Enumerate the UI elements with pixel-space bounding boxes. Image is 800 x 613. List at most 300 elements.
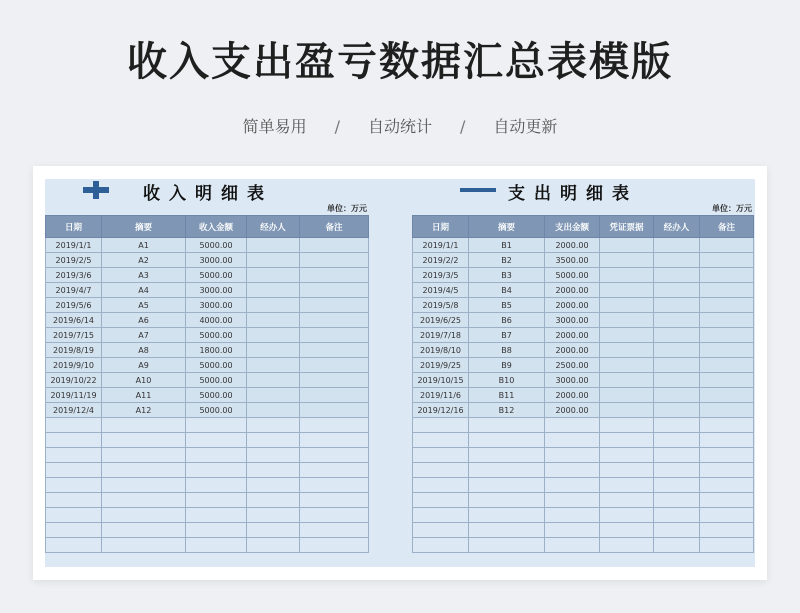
table-cell[interactable]: 2019/10/15	[413, 373, 469, 388]
empty-row	[46, 538, 369, 553]
table-cell[interactable]	[46, 448, 102, 463]
table-cell[interactable]	[46, 538, 102, 553]
table-cell[interactable]	[469, 538, 545, 553]
table-cell[interactable]	[654, 523, 700, 538]
table-cell[interactable]	[186, 433, 247, 448]
table-row	[46, 298, 369, 313]
table-cell[interactable]	[600, 538, 654, 553]
table-cell[interactable]	[654, 358, 700, 373]
table-cell[interactable]	[247, 523, 300, 538]
table-cell[interactable]: 3500.00	[545, 253, 600, 268]
expense-title: 支出明细表	[508, 184, 638, 204]
table-cell[interactable]	[600, 493, 654, 508]
table-cell[interactable]	[600, 478, 654, 493]
table-cell[interactable]	[654, 493, 700, 508]
table-cell[interactable]	[247, 538, 300, 553]
table-cell[interactable]	[545, 463, 600, 478]
table-cell[interactable]	[46, 418, 102, 433]
table-cell[interactable]	[654, 508, 700, 523]
expense-unit: 单位：万元	[712, 204, 752, 213]
table-cell[interactable]	[600, 403, 654, 418]
table-cell[interactable]: A11	[102, 388, 186, 403]
table-cell[interactable]	[186, 448, 247, 463]
income-table	[45, 215, 369, 553]
table-row	[46, 328, 369, 343]
table-cell[interactable]	[600, 433, 654, 448]
table-cell[interactable]	[300, 523, 369, 538]
table-row	[413, 268, 754, 283]
table-cell[interactable]: 2019/5/8	[413, 298, 469, 313]
table-cell[interactable]: A2	[102, 253, 186, 268]
table-cell[interactable]: B2	[469, 253, 545, 268]
table-cell[interactable]	[469, 463, 545, 478]
table-cell[interactable]	[600, 283, 654, 298]
tag-separator: /	[460, 117, 466, 136]
table-row	[413, 328, 754, 343]
table-cell[interactable]	[102, 418, 186, 433]
table-cell[interactable]	[102, 523, 186, 538]
table-cell[interactable]: A3	[102, 268, 186, 283]
table-cell[interactable]	[46, 508, 102, 523]
table-cell[interactable]	[247, 508, 300, 523]
expense-panel	[412, 179, 754, 553]
table-cell[interactable]	[413, 538, 469, 553]
table-cell[interactable]	[46, 478, 102, 493]
table-cell[interactable]: B7	[469, 328, 545, 343]
table-cell[interactable]	[469, 478, 545, 493]
table-cell[interactable]: 2000.00	[545, 298, 600, 313]
table-cell[interactable]: 2019/8/10	[413, 343, 469, 358]
table-cell[interactable]: 2019/9/10	[46, 358, 102, 373]
table-row	[46, 283, 369, 298]
column-header[interactable]: 摘要	[102, 216, 186, 238]
table-cell[interactable]	[654, 388, 700, 403]
table-cell[interactable]: 2019/6/14	[46, 313, 102, 328]
table-cell[interactable]: 2000.00	[545, 283, 600, 298]
table-cell[interactable]: 2019/10/22	[46, 373, 102, 388]
table-cell[interactable]	[247, 313, 300, 328]
expense-header	[412, 179, 754, 215]
table-cell[interactable]	[102, 433, 186, 448]
table-cell[interactable]	[469, 508, 545, 523]
table-cell[interactable]	[102, 448, 186, 463]
table-cell[interactable]: 2019/7/15	[46, 328, 102, 343]
table-cell[interactable]	[300, 313, 369, 328]
table-row	[46, 358, 369, 373]
table-row	[413, 283, 754, 298]
empty-row	[413, 433, 754, 448]
table-cell[interactable]	[247, 298, 300, 313]
table-cell[interactable]: 2000.00	[545, 238, 600, 253]
table-cell[interactable]	[545, 418, 600, 433]
table-cell[interactable]	[700, 463, 754, 478]
table-row	[46, 388, 369, 403]
table-cell[interactable]	[300, 328, 369, 343]
table-cell[interactable]	[700, 388, 754, 403]
table-cell[interactable]	[186, 478, 247, 493]
table-cell[interactable]	[186, 523, 247, 538]
table-cell[interactable]	[700, 373, 754, 388]
column-header[interactable]: 支出金额	[545, 216, 600, 238]
table-cell[interactable]	[102, 493, 186, 508]
column-header[interactable]: 日期	[413, 216, 469, 238]
table-cell[interactable]	[600, 298, 654, 313]
table-cell[interactable]	[600, 343, 654, 358]
table-cell[interactable]	[413, 493, 469, 508]
table-cell[interactable]	[700, 523, 754, 538]
table-row	[46, 313, 369, 328]
table-row	[46, 238, 369, 253]
table-cell[interactable]: B4	[469, 283, 545, 298]
table-cell[interactable]: 2019/2/2	[413, 253, 469, 268]
table-cell[interactable]: 5000.00	[186, 373, 247, 388]
table-cell[interactable]	[247, 253, 300, 268]
table-cell[interactable]: 3000.00	[545, 373, 600, 388]
table-cell[interactable]: 3000.00	[186, 253, 247, 268]
column-header[interactable]: 经办人	[247, 216, 300, 238]
table-cell[interactable]: 3000.00	[545, 313, 600, 328]
table-cell[interactable]	[600, 448, 654, 463]
table-cell[interactable]	[413, 433, 469, 448]
table-cell[interactable]	[46, 463, 102, 478]
table-cell[interactable]: 5000.00	[186, 388, 247, 403]
income-panel	[45, 179, 369, 553]
table-cell[interactable]: A7	[102, 328, 186, 343]
table-cell[interactable]: B9	[469, 358, 545, 373]
table-cell[interactable]	[700, 448, 754, 463]
empty-row	[46, 493, 369, 508]
table-cell[interactable]: A1	[102, 238, 186, 253]
column-header[interactable]: 凭证票据	[600, 216, 654, 238]
plus-icon	[83, 181, 109, 199]
table-cell[interactable]	[300, 283, 369, 298]
table-cell[interactable]	[700, 328, 754, 343]
table-cell[interactable]	[654, 328, 700, 343]
table-cell[interactable]	[469, 433, 545, 448]
table-cell[interactable]: 3000.00	[186, 298, 247, 313]
table-cell[interactable]: B1	[469, 238, 545, 253]
table-cell[interactable]: B10	[469, 373, 545, 388]
table-cell[interactable]	[654, 433, 700, 448]
table-cell[interactable]	[300, 478, 369, 493]
table-cell[interactable]	[300, 343, 369, 358]
table-cell[interactable]	[654, 448, 700, 463]
table-cell[interactable]	[700, 268, 754, 283]
table-cell[interactable]	[654, 298, 700, 313]
table-row	[46, 253, 369, 268]
table-cell[interactable]	[247, 493, 300, 508]
table-cell[interactable]	[600, 418, 654, 433]
table-cell[interactable]	[654, 343, 700, 358]
table-cell[interactable]	[247, 463, 300, 478]
table-cell[interactable]	[654, 253, 700, 268]
income-header	[45, 179, 369, 215]
table-cell[interactable]	[247, 403, 300, 418]
table-cell[interactable]: 2000.00	[545, 403, 600, 418]
table-cell[interactable]	[600, 313, 654, 328]
spreadsheet-area	[45, 179, 755, 567]
table-cell[interactable]: A9	[102, 358, 186, 373]
feature-tag: 自动更新	[493, 117, 558, 136]
table-cell[interactable]: 5000.00	[186, 268, 247, 283]
table-cell[interactable]	[300, 238, 369, 253]
column-header[interactable]: 备注	[300, 216, 369, 238]
table-cell[interactable]	[700, 313, 754, 328]
table-cell[interactable]: 2500.00	[545, 358, 600, 373]
table-cell[interactable]	[413, 418, 469, 433]
table-row	[413, 358, 754, 373]
empty-row	[413, 418, 754, 433]
table-cell[interactable]	[300, 508, 369, 523]
table-row	[413, 298, 754, 313]
table-cell[interactable]: 5000.00	[186, 358, 247, 373]
table-cell[interactable]	[600, 238, 654, 253]
table-cell[interactable]: A6	[102, 313, 186, 328]
table-cell[interactable]	[413, 463, 469, 478]
table-cell[interactable]	[300, 373, 369, 388]
table-cell[interactable]: A4	[102, 283, 186, 298]
table-cell[interactable]	[413, 508, 469, 523]
table-cell[interactable]	[102, 508, 186, 523]
table-cell[interactable]: 2019/1/1	[46, 238, 102, 253]
empty-row	[413, 523, 754, 538]
table-cell[interactable]	[700, 478, 754, 493]
page-title: 收入支出盈亏数据汇总表模版	[127, 39, 673, 85]
table-cell[interactable]	[700, 343, 754, 358]
table-row	[413, 388, 754, 403]
table-cell[interactable]: 5000.00	[545, 268, 600, 283]
table-cell[interactable]	[186, 508, 247, 523]
income-title: 收入明细表	[143, 184, 273, 204]
table-cell[interactable]	[247, 328, 300, 343]
table-cell[interactable]: 2019/5/6	[46, 298, 102, 313]
table-cell[interactable]	[46, 523, 102, 538]
table-cell[interactable]	[545, 448, 600, 463]
table-cell[interactable]: 2019/9/25	[413, 358, 469, 373]
table-cell[interactable]: 2019/8/19	[46, 343, 102, 358]
table-cell[interactable]: 2019/7/18	[413, 328, 469, 343]
table-cell[interactable]	[654, 463, 700, 478]
table-row	[413, 238, 754, 253]
table-cell[interactable]: 2019/12/4	[46, 403, 102, 418]
table-cell[interactable]	[600, 388, 654, 403]
empty-row	[413, 448, 754, 463]
table-cell[interactable]: 2000.00	[545, 328, 600, 343]
table-cell[interactable]	[700, 418, 754, 433]
table-cell[interactable]: 5000.00	[186, 403, 247, 418]
table-cell[interactable]	[600, 373, 654, 388]
table-cell[interactable]	[46, 493, 102, 508]
table-cell[interactable]	[247, 388, 300, 403]
table-cell[interactable]: B8	[469, 343, 545, 358]
feature-tags	[0, 114, 800, 137]
feature-tag: 自动统计	[367, 117, 432, 136]
table-cell[interactable]	[654, 283, 700, 298]
table-cell[interactable]: 4000.00	[186, 313, 247, 328]
table-cell[interactable]: 2019/4/7	[46, 283, 102, 298]
table-cell[interactable]	[186, 463, 247, 478]
table-cell[interactable]	[654, 268, 700, 283]
table-cell[interactable]	[700, 238, 754, 253]
column-header[interactable]: 收入金额	[186, 216, 247, 238]
table-cell[interactable]: A12	[102, 403, 186, 418]
table-cell[interactable]	[654, 538, 700, 553]
table-cell[interactable]	[186, 418, 247, 433]
empty-row	[413, 508, 754, 523]
column-header[interactable]: 摘要	[469, 216, 545, 238]
empty-row	[46, 478, 369, 493]
table-cell[interactable]: 2019/2/5	[46, 253, 102, 268]
table-cell[interactable]	[700, 283, 754, 298]
table-cell[interactable]	[186, 538, 247, 553]
table-cell[interactable]	[545, 508, 600, 523]
table-cell[interactable]	[469, 448, 545, 463]
table-cell[interactable]	[654, 373, 700, 388]
table-cell[interactable]	[413, 523, 469, 538]
expense-table	[412, 215, 754, 553]
table-cell[interactable]: B5	[469, 298, 545, 313]
table-cell[interactable]: A10	[102, 373, 186, 388]
table-cell[interactable]	[700, 433, 754, 448]
table-row	[413, 343, 754, 358]
table-cell[interactable]: 5000.00	[186, 328, 247, 343]
table-row	[46, 343, 369, 358]
table-cell[interactable]	[700, 298, 754, 313]
column-header[interactable]: 经办人	[654, 216, 700, 238]
empty-row	[413, 463, 754, 478]
table-cell[interactable]	[300, 403, 369, 418]
empty-row	[46, 463, 369, 478]
table-cell[interactable]	[600, 328, 654, 343]
table-row	[413, 403, 754, 418]
table-cell[interactable]	[300, 298, 369, 313]
table-cell[interactable]	[413, 478, 469, 493]
table-cell[interactable]	[600, 508, 654, 523]
table-cell[interactable]	[545, 433, 600, 448]
table-cell[interactable]: 2019/3/6	[46, 268, 102, 283]
table-cell[interactable]	[247, 418, 300, 433]
table-cell[interactable]: 2019/3/5	[413, 268, 469, 283]
empty-row	[46, 508, 369, 523]
table-cell[interactable]	[469, 418, 545, 433]
table-cell[interactable]	[247, 478, 300, 493]
table-cell[interactable]	[247, 358, 300, 373]
table-cell[interactable]	[300, 463, 369, 478]
table-cell[interactable]: A5	[102, 298, 186, 313]
table-cell[interactable]: 2000.00	[545, 388, 600, 403]
table-cell[interactable]: B6	[469, 313, 545, 328]
table-cell[interactable]: 2019/11/19	[46, 388, 102, 403]
table-cell[interactable]: 2000.00	[545, 343, 600, 358]
table-cell[interactable]: 2019/11/6	[413, 388, 469, 403]
column-header[interactable]: 备注	[700, 216, 754, 238]
table-cell[interactable]	[654, 313, 700, 328]
empty-row	[46, 418, 369, 433]
table-cell[interactable]	[654, 238, 700, 253]
column-header[interactable]: 日期	[46, 216, 102, 238]
table-cell[interactable]	[300, 358, 369, 373]
table-cell[interactable]: B3	[469, 268, 545, 283]
table-cell[interactable]: A8	[102, 343, 186, 358]
table-row	[413, 253, 754, 268]
table-cell[interactable]	[545, 478, 600, 493]
table-cell[interactable]	[300, 418, 369, 433]
table-cell[interactable]	[700, 493, 754, 508]
table-cell[interactable]: 2019/12/16	[413, 403, 469, 418]
income-unit: 单位：万元	[327, 204, 367, 213]
table-cell[interactable]	[300, 538, 369, 553]
table-cell[interactable]	[102, 538, 186, 553]
empty-row	[46, 433, 369, 448]
table-cell[interactable]	[700, 508, 754, 523]
table-row	[46, 268, 369, 283]
table-cell[interactable]	[300, 388, 369, 403]
table-cell[interactable]	[247, 283, 300, 298]
table-cell[interactable]	[300, 268, 369, 283]
table-cell[interactable]: B12	[469, 403, 545, 418]
table-cell[interactable]	[700, 253, 754, 268]
table-cell[interactable]: 5000.00	[186, 238, 247, 253]
empty-row	[413, 538, 754, 553]
table-cell[interactable]	[102, 478, 186, 493]
table-cell[interactable]: 2019/6/25	[413, 313, 469, 328]
table-cell[interactable]	[247, 373, 300, 388]
tag-separator: /	[334, 117, 340, 136]
table-cell[interactable]: 2019/1/1	[413, 238, 469, 253]
table-cell[interactable]	[600, 523, 654, 538]
empty-row	[46, 523, 369, 538]
table-cell[interactable]	[654, 403, 700, 418]
table-row	[46, 403, 369, 418]
table-row	[413, 373, 754, 388]
empty-row	[413, 478, 754, 493]
table-cell[interactable]	[700, 538, 754, 553]
table-cell[interactable]	[600, 358, 654, 373]
table-cell[interactable]	[300, 253, 369, 268]
table-cell[interactable]	[247, 268, 300, 283]
table-cell[interactable]: B11	[469, 388, 545, 403]
table-cell[interactable]	[186, 493, 247, 508]
table-cell[interactable]	[247, 448, 300, 463]
table-cell[interactable]	[545, 493, 600, 508]
table-cell[interactable]	[600, 463, 654, 478]
table-cell[interactable]: 1800.00	[186, 343, 247, 358]
table-cell[interactable]	[247, 433, 300, 448]
table-cell[interactable]	[469, 523, 545, 538]
table-cell[interactable]	[654, 478, 700, 493]
table-cell[interactable]	[700, 403, 754, 418]
table-cell[interactable]	[247, 343, 300, 358]
table-cell[interactable]: 2019/4/5	[413, 283, 469, 298]
table-cell[interactable]	[413, 448, 469, 463]
table-cell[interactable]	[300, 493, 369, 508]
table-cell[interactable]	[102, 463, 186, 478]
table-cell[interactable]	[545, 523, 600, 538]
table-cell[interactable]	[654, 418, 700, 433]
table-cell[interactable]	[469, 493, 545, 508]
empty-row	[46, 448, 369, 463]
table-cell[interactable]	[300, 448, 369, 463]
table-cell[interactable]	[247, 238, 300, 253]
table-cell[interactable]	[46, 433, 102, 448]
table-cell[interactable]	[545, 538, 600, 553]
table-cell[interactable]	[300, 433, 369, 448]
table-cell[interactable]: 3000.00	[186, 283, 247, 298]
table-row	[46, 373, 369, 388]
table-cell[interactable]	[700, 358, 754, 373]
table-cell[interactable]	[600, 268, 654, 283]
table-cell[interactable]	[600, 253, 654, 268]
